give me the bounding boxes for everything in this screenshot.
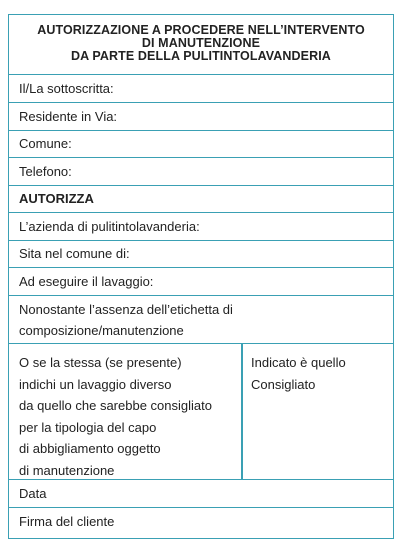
split-left-line: indichi un lavaggio diverso [19, 376, 172, 392]
section-autorizza [9, 186, 393, 213]
field-residente[interactable] [9, 103, 393, 131]
split-left-line: O se la stessa (se presente) [19, 355, 182, 370]
nonostante-line-1: Nonostante l’assenza dell’etichetta di [19, 302, 233, 317]
field-label: Comune: [19, 136, 72, 151]
split-left-line: per la tipologia del capo [19, 419, 157, 435]
split-left-line: di abbigliamento oggetto [19, 441, 161, 456]
split-left-line: da quello che sarebbe consigliato [19, 398, 212, 413]
field-label: L’azienda di pulitintolavanderia: [19, 219, 200, 234]
split-row [9, 344, 393, 480]
nonostante-line-2: composizione/manutenzione [19, 323, 184, 338]
header-line-2: DI MANUTENZIONE [141, 36, 261, 50]
field-sottoscritta[interactable] [9, 75, 393, 103]
field-azienda[interactable] [9, 213, 393, 241]
split-right-text [251, 352, 386, 395]
form-header [9, 15, 393, 75]
field-lavaggio[interactable] [9, 268, 393, 296]
field-label: Firma del cliente [19, 514, 115, 529]
field-label: Telefono: [19, 164, 72, 179]
field-label: Residente in Via: [19, 109, 118, 124]
split-left-line: di manutenzione [19, 462, 115, 478]
nonostante-text [19, 299, 233, 341]
field-data[interactable] [9, 480, 393, 508]
field-label: Il/La sottoscritta: [19, 81, 114, 96]
field-label: Data [19, 486, 47, 501]
field-nonostante[interactable] [9, 296, 393, 344]
split-left-text [19, 352, 234, 481]
field-sita[interactable] [9, 241, 393, 268]
split-right-line: Consigliato [251, 376, 316, 392]
split-right-line: Indicato è quello [251, 355, 346, 370]
field-comune[interactable] [9, 131, 393, 158]
field-label: Ad eseguire il lavaggio: [19, 274, 154, 289]
header-line-1: AUTORIZZAZIONE A PROCEDERE NELL’INTERVENTO [37, 23, 365, 37]
split-divider [241, 344, 243, 479]
autorizza-heading: AUTORIZZA [19, 191, 94, 206]
field-label: Sita nel comune di: [19, 246, 130, 261]
header-line-3: DA PARTE DELLA PULITINTOLAVANDERIA [71, 49, 331, 63]
field-telefono[interactable] [9, 158, 393, 186]
field-firma[interactable] [9, 508, 393, 538]
authorization-form [8, 14, 394, 539]
